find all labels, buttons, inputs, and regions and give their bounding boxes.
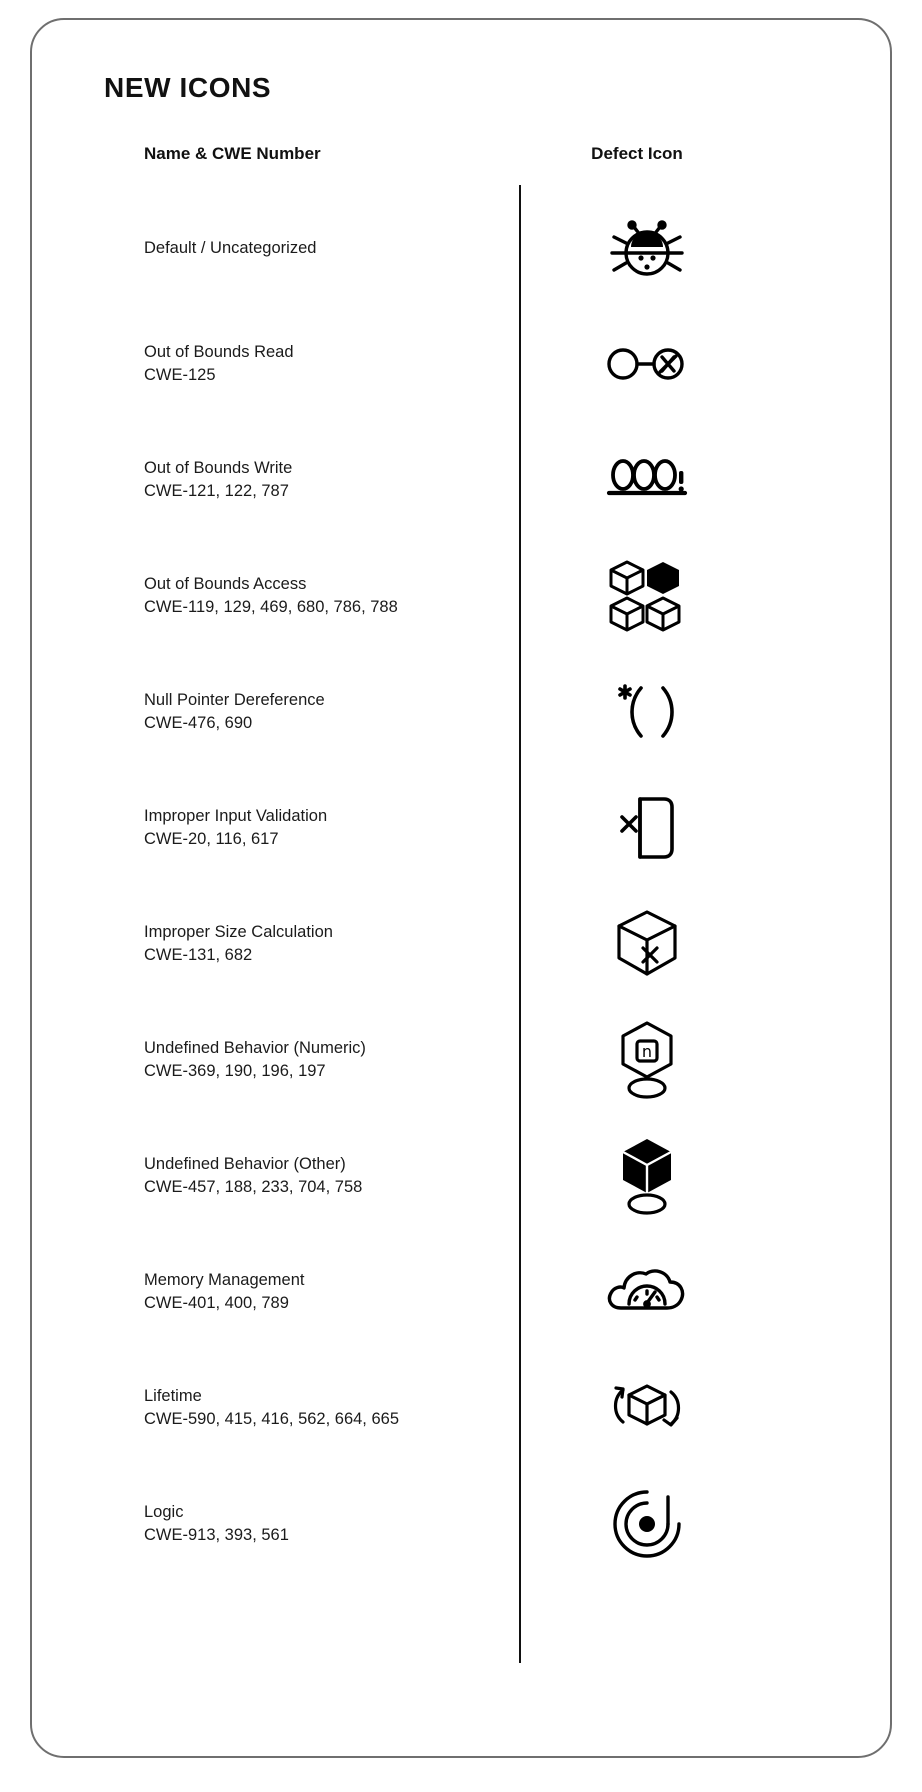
row-label: Undefined Behavior (Other) CWE-457, 188, 233, 704, 758 xyxy=(144,1155,363,1196)
icons-table xyxy=(32,130,890,182)
row-label: Improper Input Validation CWE-20, 116, 617 xyxy=(144,807,328,848)
input-x-icon xyxy=(522,791,772,865)
size-cube-x-icon xyxy=(522,906,772,982)
table-row xyxy=(32,1234,890,1350)
table-row xyxy=(32,654,890,770)
svg-text:n: n xyxy=(641,1042,653,1061)
memory-cloud-gauge-icon xyxy=(522,1262,772,1322)
table-row xyxy=(32,1350,890,1466)
bug-icon xyxy=(522,213,772,283)
row-label: Logic CWE-913, 393, 561 xyxy=(144,1503,289,1544)
table-row xyxy=(32,1466,890,1582)
logic-target-icon xyxy=(522,1487,772,1561)
row-label: Out of Bounds Read CWE-125 xyxy=(144,343,294,384)
table-row xyxy=(32,886,890,1002)
row-label: Null Pointer Dereference CWE-476, 690 xyxy=(144,691,325,732)
row-label: Out of Bounds Write CWE-121, 122, 787 xyxy=(144,459,293,500)
cube-lifecycle-arrows-icon xyxy=(522,1372,772,1444)
column-header-icon: Defect Icon xyxy=(591,144,683,163)
cubes-access-icon xyxy=(522,556,772,636)
row-label: Memory Management CWE-401, 400, 789 xyxy=(144,1271,305,1312)
table-row xyxy=(32,422,890,538)
column-header-name: Name & CWE Number xyxy=(144,144,321,163)
table-body xyxy=(32,190,890,1582)
table-row xyxy=(32,1002,890,1118)
null-pointer-parens-icon xyxy=(522,678,772,746)
table-row xyxy=(32,1118,890,1234)
magnifier-out-of-bounds-icon xyxy=(522,334,772,394)
table-row xyxy=(32,306,890,422)
filled-cube-ellipse-icon xyxy=(522,1135,772,1217)
table-header-row xyxy=(32,130,890,182)
table-row xyxy=(32,538,890,654)
table-row xyxy=(32,190,890,306)
overflow-zeros-icon xyxy=(522,449,772,511)
row-label: Default / Uncategorized xyxy=(144,238,317,257)
row-label: Out of Bounds Access CWE-119, 129, 469, 680, 786, 788 xyxy=(144,575,398,616)
row-label: Improper Size Calculation CWE-131, 682 xyxy=(144,923,333,964)
row-label: Lifetime CWE-590, 415, 416, 562, 664, 665 xyxy=(144,1387,400,1428)
row-label: Undefined Behavior (Numeric) CWE-369, 190, 196, 197 xyxy=(144,1039,366,1080)
new-icons-card xyxy=(30,18,892,1758)
page-title: NEW ICONS xyxy=(104,72,272,103)
table-row xyxy=(32,770,890,886)
cube-n-ellipse-icon xyxy=(522,1019,772,1101)
